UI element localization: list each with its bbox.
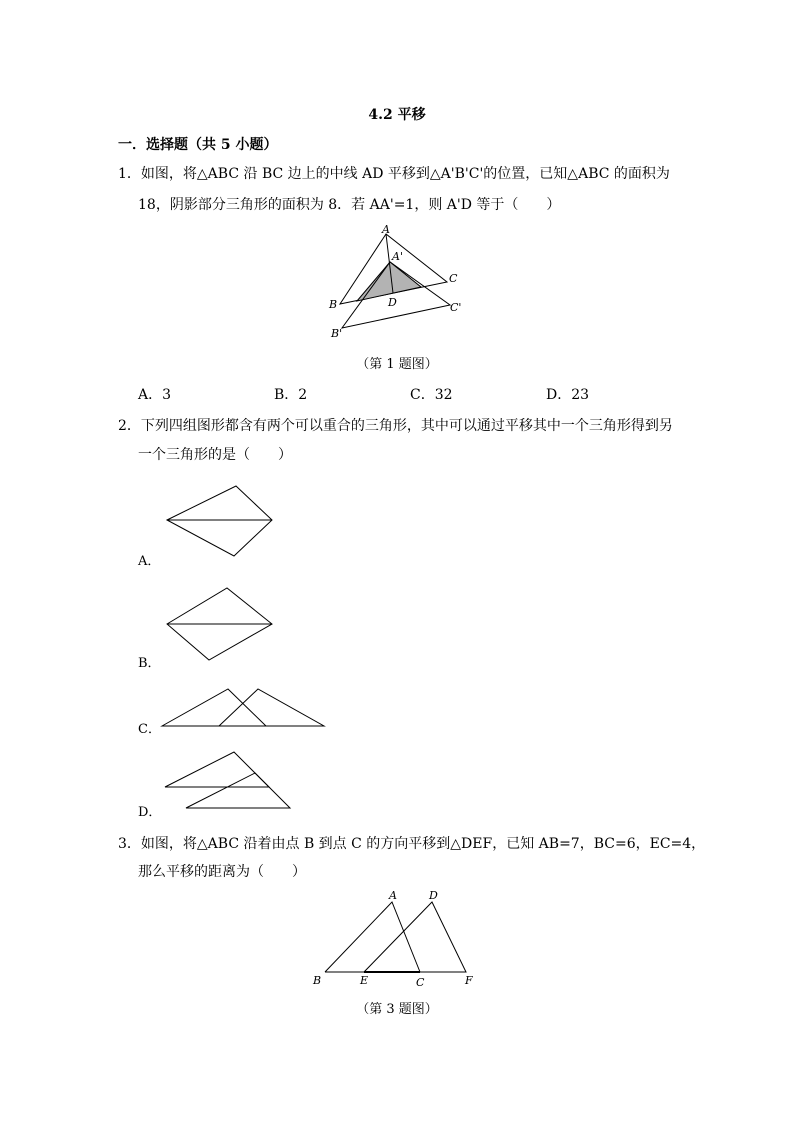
- q2-option-d[interactable]: D．: [138, 805, 162, 820]
- q2-figure-d: [160, 748, 300, 813]
- q1-caption: （第 1 题图）: [356, 357, 438, 372]
- q2-figure-b: [160, 585, 280, 665]
- q1-label-a-prime: A': [392, 250, 403, 263]
- q3-label-e: E: [360, 974, 369, 987]
- q1-figure: [320, 222, 480, 342]
- section-heading: 一．选择题（共 5 小题）: [118, 137, 278, 153]
- q3-caption: （第 3 题图）: [356, 1002, 438, 1017]
- q3-label-b: B: [313, 974, 322, 987]
- q2-option-c[interactable]: C．: [138, 722, 161, 737]
- q1-label-a: A: [382, 223, 390, 236]
- q3-text-line2: 那么平移的距离为（ ）: [138, 864, 306, 880]
- q3-label-f: F: [465, 974, 473, 987]
- q3-label-a: A: [389, 889, 397, 902]
- q1-option-c[interactable]: C．32: [410, 387, 453, 403]
- q1-text-line1: 1．如图，将△ABC 沿 BC 边上的中线 AD 平移到△A'B'C'的位置，已知△ABC 的面积为: [118, 166, 670, 182]
- q2-figure-c: [160, 685, 330, 730]
- q1-options: [138, 384, 698, 404]
- q1-label-c-prime: C': [450, 301, 462, 314]
- q1-option-d[interactable]: D．23: [546, 387, 590, 403]
- q2-text-line2: 一个三角形的是（ ）: [138, 447, 292, 463]
- q1-label-d: D: [388, 296, 397, 309]
- q3-figure: [305, 884, 485, 994]
- q3-label-c: C: [416, 976, 425, 989]
- q1-label-c: C: [449, 272, 458, 285]
- q3-text-line1: 3．如图，将△ABC 沿着由点 B 到点 C 的方向平移到△DEF，已知 AB=7，BC=6，EC=4，: [118, 836, 706, 852]
- q1-label-b-prime: B': [331, 327, 343, 340]
- q2-option-a[interactable]: A．: [138, 554, 161, 569]
- q2-text-line1: 2．下列四组图形都含有两个可以重合的三角形，其中可以通过平移其中一个三角形得到另: [118, 418, 673, 434]
- q3-label-d: D: [429, 889, 438, 902]
- q1-label-b: B: [329, 298, 338, 311]
- q1-text-line2: 18，阴影部分三角形的面积为 8．若 AA'=1，则 A'D 等于（ ）: [138, 197, 561, 213]
- q3-triangle-abc: [325, 902, 420, 972]
- q1-option-b[interactable]: B．2: [274, 387, 308, 403]
- q2-figure-a: [160, 480, 280, 560]
- q3-triangle-def: [364, 902, 466, 972]
- q2-option-b[interactable]: B．: [138, 656, 161, 671]
- page-title: 4.2 平移: [368, 107, 426, 123]
- q1-option-a[interactable]: A．3: [138, 387, 172, 403]
